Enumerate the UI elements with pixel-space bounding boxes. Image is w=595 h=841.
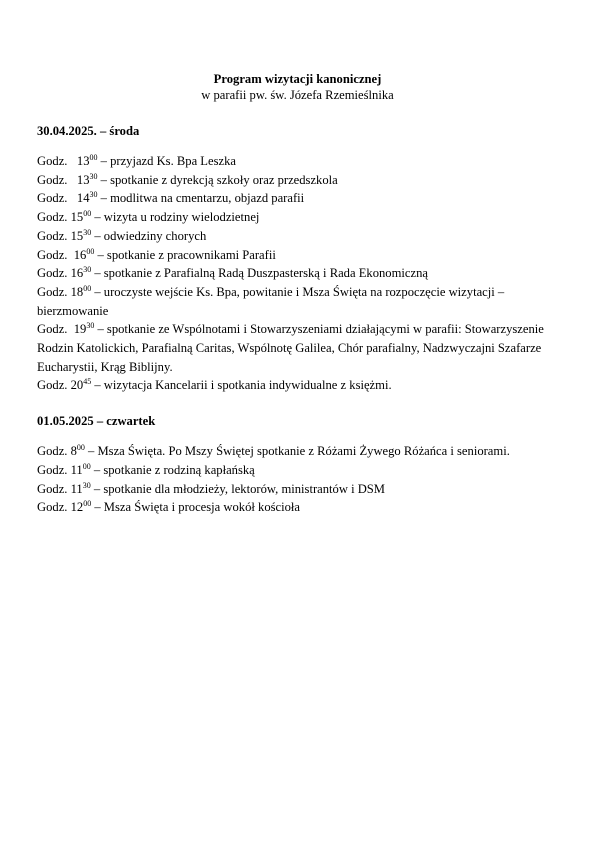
- entry-time: [71, 229, 92, 243]
- entry-description: – uroczyste wejście Ks. Bpa, powitanie i Msza Święta na rozpoczęcie wizytacji – bierzmowanie: [37, 284, 505, 318]
- schedule-entry: [37, 320, 558, 376]
- time-minutes: 30: [86, 321, 95, 331]
- entry-spacing: [67, 191, 76, 205]
- schedule-entry: [37, 376, 558, 395]
- entry-description: – spotkanie z dyrekcją szkoły oraz przedszkola: [97, 172, 338, 187]
- entry-description: – Msza Święta. Po Mszy Świętej spotkanie z Różami Żywego Różańca i seniorami.: [84, 444, 510, 459]
- entry-prefix: Godz.: [37, 191, 68, 206]
- schedule-entry: [37, 480, 558, 499]
- schedule-entry: [37, 227, 558, 246]
- entry-prefix: Godz.: [37, 154, 68, 168]
- time-hour: 20: [70, 378, 84, 393]
- entry-time: [77, 154, 98, 168]
- time-minutes: 45: [83, 377, 92, 387]
- entry-prefix: Godz.: [37, 322, 68, 337]
- time-hour: 11: [70, 462, 83, 477]
- entry-spacing: [67, 154, 76, 168]
- time-hour: 13: [76, 154, 90, 168]
- schedule-entry: [37, 283, 558, 320]
- entry-description: – spotkanie z rodziną kapłańską: [90, 462, 255, 477]
- entry-time: [71, 500, 92, 514]
- entry-spacing: [67, 173, 76, 187]
- entry-prefix: Godz.: [37, 500, 68, 515]
- time-hour: 15: [70, 210, 84, 225]
- time-minutes: 00: [86, 246, 95, 256]
- entry-description: – spotkanie dla młodzieży, lektorów, ministrantów i DSM: [90, 481, 386, 496]
- time-hour: 19: [73, 322, 87, 337]
- time-hour: 16: [70, 266, 84, 281]
- schedule-list: [37, 442, 558, 517]
- entry-prefix: Godz.: [37, 462, 68, 477]
- entry-time: [71, 378, 92, 392]
- entry-time: [71, 285, 92, 299]
- entry-prefix: Godz.: [37, 266, 68, 281]
- entry-time: [77, 173, 98, 187]
- time-minutes: 00: [83, 209, 92, 219]
- entry-time: [71, 210, 92, 224]
- schedule-entry: [37, 442, 558, 461]
- entry-description: – Msza Święta i procesja wokół kościoła: [91, 500, 300, 515]
- day-heading: 01.05.2025 – czwartek: [37, 414, 156, 429]
- time-minutes: 30: [83, 265, 92, 275]
- entry-description: – przyjazd Ks. Bpa Leszka: [97, 154, 236, 168]
- entry-prefix: Godz.: [37, 481, 68, 496]
- entry-prefix: Godz.: [37, 210, 68, 225]
- time-minutes: 30: [83, 227, 92, 237]
- time-hour: 18: [70, 284, 84, 299]
- entry-time: [71, 266, 92, 280]
- entry-description: – spotkanie z Parafialną Radą Duszpasterską i Rada Ekonomiczną: [91, 266, 428, 281]
- schedule-entry: [37, 264, 558, 283]
- time-hour: 14: [76, 191, 90, 206]
- schedule-entry: [37, 189, 558, 208]
- time-minutes: 30: [89, 171, 98, 181]
- entry-time: [71, 444, 85, 458]
- time-hour: 11: [70, 481, 83, 496]
- time-hour: 12: [70, 500, 84, 515]
- entry-description: – wizyta u rodziny wielodzietnej: [91, 210, 260, 225]
- time-hour: 8: [70, 444, 77, 459]
- schedule-entry: [37, 171, 558, 190]
- entry-time: [77, 191, 98, 205]
- entry-prefix: Godz.: [37, 247, 68, 262]
- entry-description: – spotkanie ze Wspólnotami i Stowarzyszeniami działającymi w parafii: Stowarzyszenie Rodzin Katolickich, Parafialną Caritas, Wspólnotę Galilea, Chór parafialny, Nadzwyczajni Szafarze Eucharystii, Krąg Biblijny.: [37, 322, 544, 374]
- entry-prefix: Godz.: [37, 444, 68, 459]
- time-hour: 16: [73, 247, 87, 262]
- entry-prefix: Godz.: [37, 228, 68, 243]
- document-subtitle: w parafii pw. św. Józefa Rzemieślnika: [201, 88, 394, 102]
- day-heading: 30.04.2025. – środa: [37, 124, 140, 138]
- document-page: [37, 71, 558, 517]
- entry-description: – modlitwa na cmentarzu, objazd parafii: [97, 191, 305, 206]
- entry-prefix: Godz.: [37, 284, 68, 299]
- entry-prefix: Godz.: [37, 172, 68, 187]
- entry-time: [74, 248, 95, 262]
- time-hour: 15: [70, 228, 84, 243]
- entry-prefix: Godz.: [37, 378, 68, 393]
- entry-time: [74, 322, 95, 336]
- schedule-entry: [37, 498, 558, 517]
- schedule-entry: [37, 208, 558, 227]
- schedule-entry: [37, 461, 558, 480]
- entry-description: – spotkanie z pracownikami Parafii: [94, 247, 276, 262]
- time-minutes: 30: [82, 480, 91, 490]
- time-hour: 13: [76, 172, 90, 187]
- entry-description: – odwiedziny chorych: [91, 228, 207, 243]
- time-minutes: 00: [76, 443, 85, 453]
- document-title: Program wizytacji kanonicznej: [213, 72, 382, 86]
- time-minutes: 00: [83, 499, 92, 509]
- entry-time: [71, 482, 91, 496]
- time-minutes: 30: [89, 190, 98, 200]
- schedule-list: [37, 152, 558, 395]
- schedule-entry: [37, 246, 558, 265]
- time-minutes: 00: [83, 283, 92, 293]
- time-minutes: 00: [89, 153, 98, 162]
- entry-description: – wizytacja Kancelarii i spotkania indywidualne z księżmi.: [91, 378, 392, 393]
- entry-time: [71, 463, 91, 477]
- schedule-entry: [37, 152, 558, 171]
- time-minutes: 00: [82, 461, 91, 471]
